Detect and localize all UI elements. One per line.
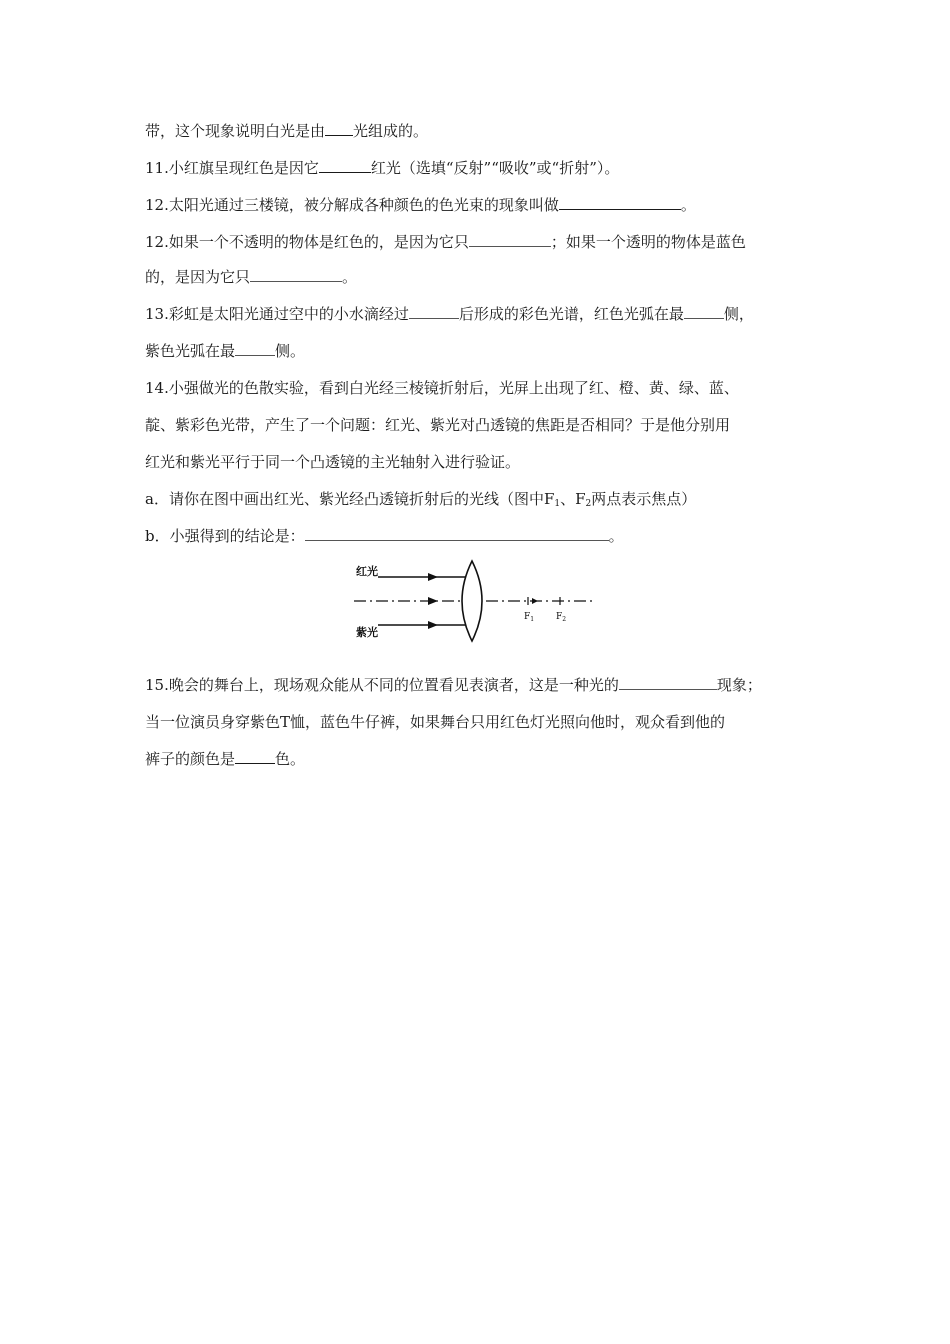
q15-text-post: 现象； — [716, 676, 762, 694]
q15-text-line3: 裤子的颜色是 — [145, 750, 236, 768]
q12b-answer-blank-2[interactable] — [250, 267, 342, 282]
q13-answer-blank-1[interactable] — [409, 304, 459, 319]
convex-lens-icon — [462, 561, 482, 641]
q15-line-2: 当一位演员身穿紫色T恤，蓝色牛仔裤，如果舞台只用红色灯光照向他时，观众看到他的 — [145, 713, 726, 731]
f2-label — [556, 612, 566, 623]
q14b-answer-blank[interactable] — [305, 526, 609, 541]
q15-line-3 — [145, 748, 305, 770]
q11-answer-blank[interactable] — [319, 158, 371, 173]
q10-text-post: 光组成的。 — [353, 122, 429, 140]
q12b-answer-blank-1[interactable] — [469, 232, 551, 247]
q14-line-3: 红光和紫光平行于同一个凸透镜的主光轴射入进行验证。 — [145, 453, 521, 471]
q14a-sep: 、 — [560, 490, 576, 508]
q14b-text-pre: b．小强得到的结论是： — [145, 527, 305, 545]
q11-text-post: 红光（选填“反射”“吸收”或“折射”）。 — [370, 159, 620, 177]
lens-figure[interactable] — [352, 557, 596, 647]
f2-subscript: 2 — [562, 616, 567, 623]
q15-line-1 — [145, 674, 762, 696]
q12b-line-2 — [145, 266, 357, 288]
q10-tail-line — [145, 120, 428, 142]
red-light-label: 红光 — [356, 565, 378, 578]
f1-subscript: 1 — [530, 616, 535, 623]
q11-text-pre: 11.小红旗呈现红色是因它 — [145, 159, 319, 177]
q13-answer-blank-3[interactable] — [235, 341, 275, 356]
q13-text-mid: 后形成的彩色光谱，红色光弧在最 — [458, 305, 684, 323]
q14a-f2-sub: 2 — [585, 499, 592, 509]
purple-light-label: 紫光 — [356, 626, 378, 639]
q12b-text-mid: ；如果一个透明的物体是蓝色 — [550, 233, 746, 251]
q14-line-1: 14.小强做光的色散实验，看到白光经三棱镜折射后，光屏上出现了红、橙、黄、绿、蓝、 — [145, 379, 739, 397]
q13-line-1 — [145, 303, 754, 325]
q13-text-post: 侧， — [723, 305, 754, 323]
q12b-text-end: 。 — [342, 268, 358, 286]
red-ray-arrow-icon — [428, 573, 438, 581]
q10-answer-blank[interactable] — [325, 121, 353, 136]
f1-letter: F — [524, 612, 531, 622]
q14a-text-post: 两点表示焦点） — [591, 490, 697, 508]
q15-answer-blank-2[interactable] — [235, 749, 275, 764]
q12a-answer-blank[interactable] — [559, 195, 681, 210]
q14a-text-pre: a．请你在图中画出红光、紫光经凸透镜折射后的光线（图中 — [145, 490, 544, 508]
f1-label — [524, 612, 534, 623]
q13-text-pre: 13.彩虹是太阳光通过空中的小水滴经过 — [145, 305, 409, 323]
q14a-f1: F — [543, 490, 555, 508]
q12a-text-pre: 12.太阳光通过三楼镜，被分解成各种颜色的色光束的现象叫做 — [145, 196, 559, 214]
q15-text-pre: 15.晚会的舞台上，现场观众能从不同的位置看见表演者，这是一种光的 — [145, 676, 619, 694]
q13-text-line2: 紫色光弧在最 — [145, 342, 236, 360]
q14-line-2: 靛、紫彩色光带，产生了一个问题：红光、紫光对凸透镜的焦距是否相同？于是他分别用 — [145, 416, 731, 434]
q14b-text-post: 。 — [608, 527, 624, 545]
q13-line-2 — [145, 340, 305, 362]
q13-answer-blank-2[interactable] — [684, 304, 724, 319]
q13-text-end: 侧。 — [275, 342, 306, 360]
f1-arrow-icon — [532, 598, 538, 604]
q14-part-a — [145, 488, 696, 515]
q10-text-pre: 带，这个现象说明白光是由 — [145, 122, 326, 140]
q15-text-end: 色。 — [275, 750, 306, 768]
q12b-text-pre: 12.如果一个不透明的物体是红色的，是因为它只 — [145, 233, 469, 251]
q14-part-b — [145, 525, 624, 547]
q11-line — [145, 157, 619, 179]
axis-arrow-icon — [428, 597, 438, 605]
q12a-line — [145, 194, 696, 216]
q12b-text-line2: 的，是因为它只 — [145, 268, 251, 286]
purple-ray-arrow-icon — [428, 621, 438, 629]
q12a-text-post: 。 — [680, 196, 696, 214]
q15-answer-blank-1[interactable] — [619, 675, 717, 690]
f2-letter: F — [556, 612, 563, 622]
q14a-f1-sub: 1 — [554, 499, 561, 509]
q14a-f2: F — [575, 490, 586, 508]
q12b-line-1 — [145, 231, 746, 253]
